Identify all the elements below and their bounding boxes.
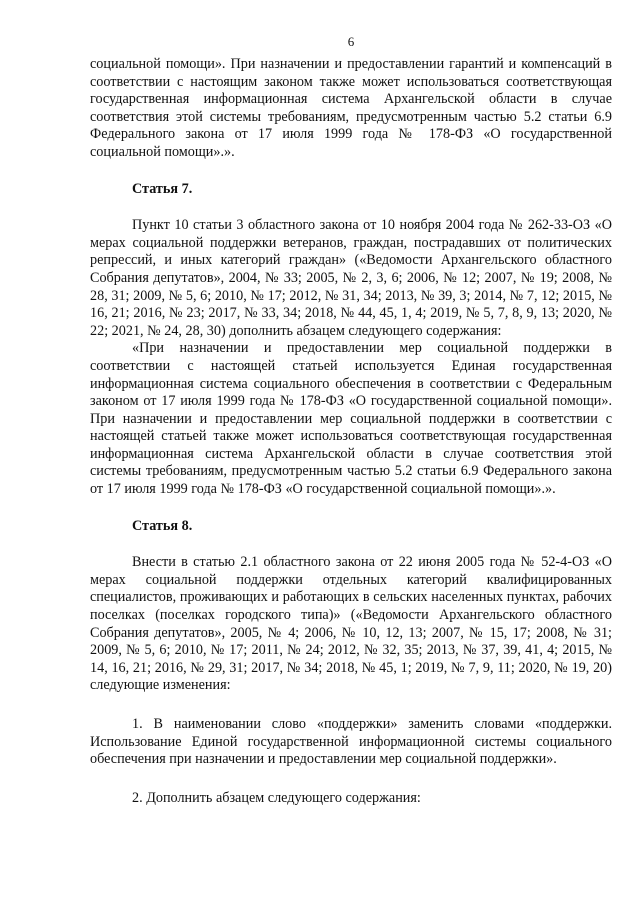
- article-7-quoted-paragraph: «При назначении и предоставлении мер социальной поддержки в соответствии с настоящей статьей используется Единая государственная информационная система социального обеспечения в соответствии с Федеральным законом от 17 июля 1999 года № 178-ФЗ «О государственной социальной помощи». При назначении и предоставлении мер социальной поддержки в соответствии с настоящей статьей также может использоваться соответствующая государственная информационная система Архангельской области в случае соответствия этой системы требованиям, предусмотренным частью 5.2 статьи 6.9 Федерального закона от 17 июля 1999 года № 178-ФЗ «О государственной социальной помощи».».: [90, 340, 612, 498]
- spacer: [90, 198, 612, 217]
- article-8-item-2: 2. Дополнить абзацем следующего содержания:: [132, 789, 421, 806]
- paragraph-continuation: социальной помощи». При назначении и предоставлении гарантий и компенсаций в соответствии с настоящим законом также может использоваться соответствующая государственная информационная система Архангельской области в случае соответствия этой системы требованиям, предусмотренным частью 5.2 статьи 6.9 Федерального закона от 17 июля 1999 года № 178-ФЗ «О государственной социальной помощи».».: [90, 56, 612, 160]
- article-7-heading: Статья 7.: [132, 180, 193, 197]
- article-8-heading: Статья 8.: [132, 517, 193, 534]
- spacer: [90, 769, 612, 790]
- article-8-item-1: 1. В наименовании слово «поддержки» заменить словами «поддержки. Использование Единой государственной информационной системы социального обеспечения при назначении и предоставлении мер социальной поддержки».: [90, 716, 612, 768]
- page-number: 6: [347, 34, 355, 49]
- article-8-paragraph: Внести в статью 2.1 областного закона от 22 июня 2005 года № 52-4-ОЗ «О мерах социальной поддержки отдельных категорий квалифицированных специалистов, проживающих и работающих в сельских населенных пунктах, рабочих поселках (поселках городского типа)» («Ведомости Архангельского областного Собрания депутатов», 2005, № 4; 2006, № 10, 12, 13; 2007, № 15, 17; 2008, № 31; 2009, № 5, 6; 2010, № 17; 2011, № 24; 2012, № 32, 35; 2013, № 37, 39, 41, 4; 2015, № 14, 16, 21; 2016, № 29, 31; 2017, № 34; 2018, № 45, 1; 2019, № 7, 9, 11; 2020, № 19, 20) следующие изменения:: [90, 554, 612, 694]
- spacer: [90, 695, 612, 716]
- spacer: [90, 535, 612, 554]
- spacer: [90, 499, 612, 518]
- spacer: [90, 162, 612, 181]
- document-page: [90, 34, 612, 894]
- article-7-paragraph: Пункт 10 статьи 3 областного закона от 10 ноября 2004 года № 262-33-ОЗ «О мерах социальной поддержки ветеранов, граждан, пострадавших от политических репрессий, и иных категорий граждан» («Ведомости Архангельского областного Собрания депутатов», 2004, № 33; 2005, № 2, 3, 6; 2006, № 12; 2007, № 19; 2008, № 28, 31; 2009, № 5, 6; 2010, № 17; 2012, № 31, 34; 2013, № 39, 3; 2014, № 7, 12; 2015, № 16, 21; 2016, № 23; 2017, № 33, 34; 2018, № 44, 45, 1, 4; 2019, № 5, 7, 8, 9, 13; 2020, № 22; 2021, № 24, 28, 30) дополнить абзацем следующего содержания:: [90, 217, 612, 339]
